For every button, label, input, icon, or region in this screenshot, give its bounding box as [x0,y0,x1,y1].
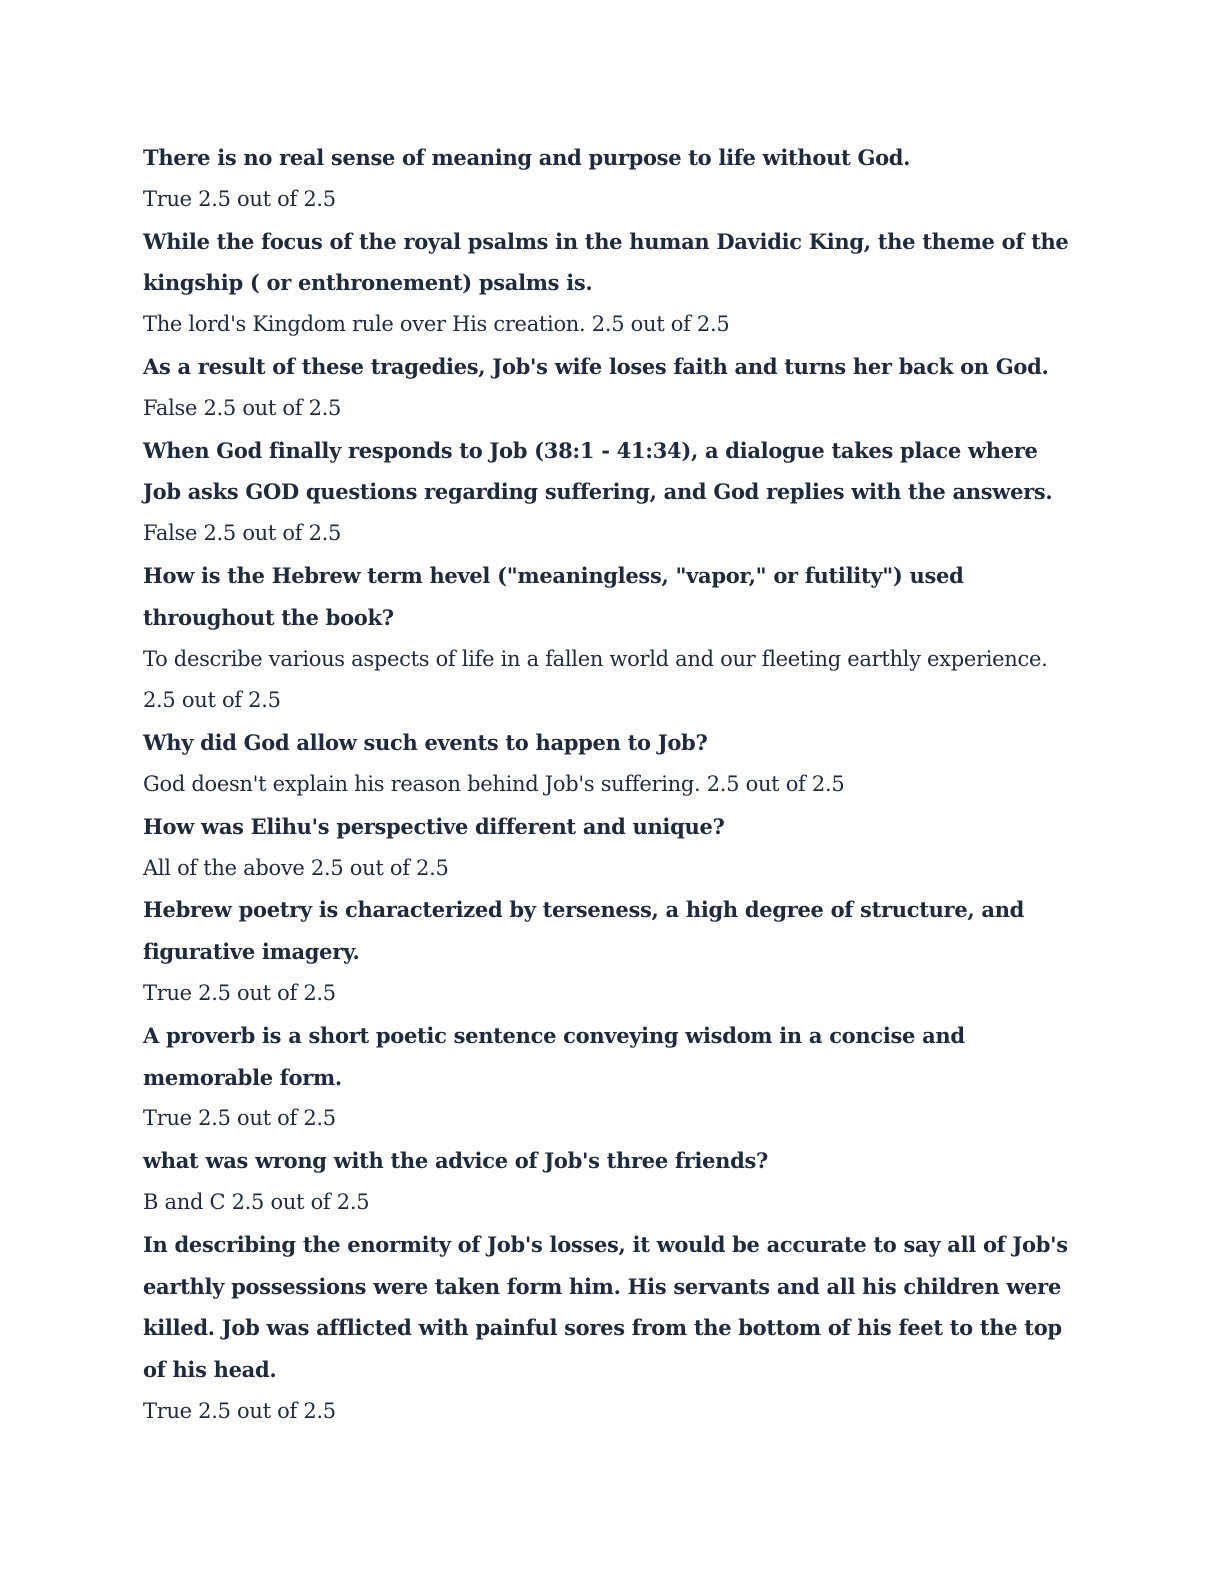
answer-text: True 2.5 out of 2.5 [143,1398,336,1423]
qa-item-10 [143,1140,1078,1224]
question-text: How is the Hebrew term hevel ("meaningless, "vapor," or futility") used throughout the book? [143,562,964,630]
qa-item-1 [143,137,1078,221]
question-text: A proverb is a short poetic sentence conveying wisdom in a concise and memorable form. [143,1022,965,1090]
answer-text: True 2.5 out of 2.5 [143,1106,336,1131]
answer-text: True 2.5 out of 2.5 [143,980,336,1005]
qa-item-7 [143,806,1078,890]
qa-item-3 [143,346,1078,430]
qa-item-11 [143,1224,1078,1433]
qa-item-6 [143,722,1078,806]
qa-item-4 [143,430,1078,555]
question-text: As a result of these tragedies, Job's wife loses faith and turns her back on God. [143,353,1049,379]
answer-text: To describe various aspects of life in a fallen world and our fleeting earthly experience. 2.5 out of 2.5 [143,646,1048,713]
answer-text: B and C 2.5 out of 2.5 [143,1189,370,1214]
qa-item-5 [143,555,1078,722]
qa-item-2 [143,221,1078,346]
answer-text: True 2.5 out of 2.5 [143,186,336,211]
answer-text: False 2.5 out of 2.5 [143,521,342,546]
question-text: what was wrong with the advice of Job's three friends? [143,1148,769,1174]
answer-text: False 2.5 out of 2.5 [143,395,342,420]
question-text: There is no real sense of meaning and purpose to life without God. [143,145,911,170]
answer-text: The lord's Kingdom rule over His creation. 2.5 out of 2.5 [143,312,730,337]
qa-item-9 [143,1015,1078,1140]
question-text: When God finally responds to Job (38:1 - 41:34), a dialogue takes place where Job asks GOD questions regarding suffering, and God replies with the answers. [143,437,1053,505]
document-page [143,137,1078,1433]
question-text: How was Elihu's perspective different and unique? [143,813,725,839]
question-text: Hebrew poetry is characterized by terseness, a high degree of structure, and figurative imagery. [143,897,1025,965]
answer-text: God doesn't explain his reason behind Job's suffering. 2.5 out of 2.5 [143,771,845,796]
question-text: While the focus of the royal psalms in the human Davidic King, the theme of the kingship ( or enthronement) psalms is. [143,228,1069,296]
question-text: In describing the enormity of Job's losses, it would be accurate to say all of Job's earthly possessions were taken form him. His servants and all his children were killed. Job was afflicted with painful sores from the bottom of his feet to the top of his head. [143,1231,1068,1383]
qa-item-8 [143,889,1078,1014]
answer-text: All of the above 2.5 out of 2.5 [143,855,449,880]
question-text: Why did God allow such events to happen to Job? [143,730,708,756]
